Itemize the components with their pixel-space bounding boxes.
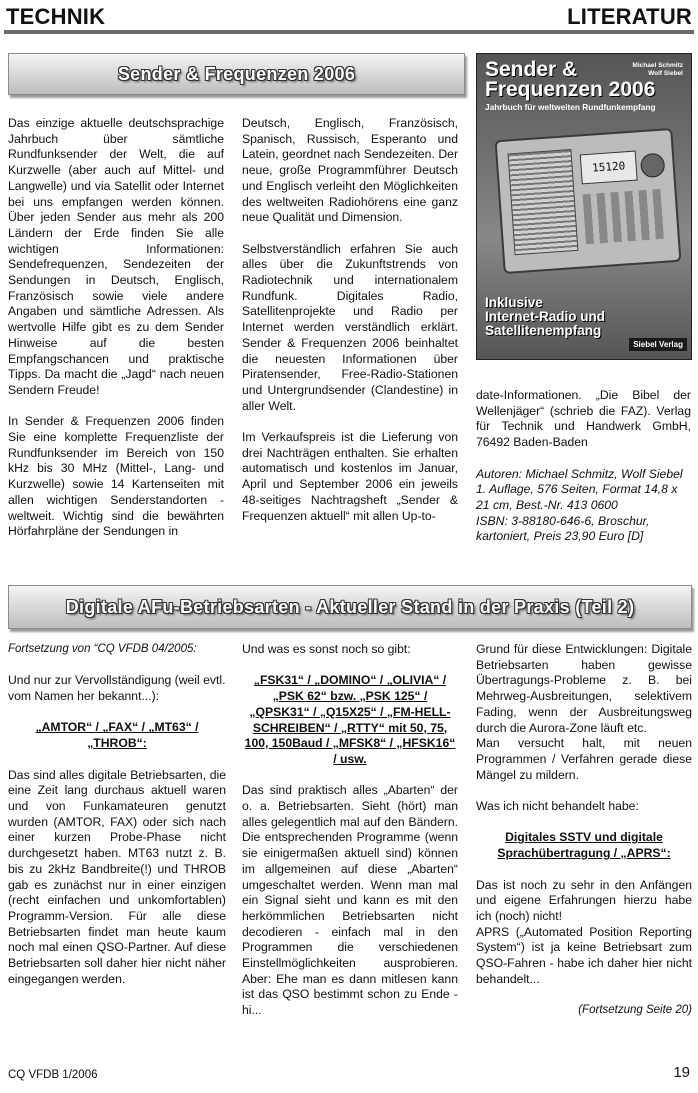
- article2-title: Digitale AFu-Betriebsarten - Aktueller Stand in der Praxis (Teil 2): [65, 596, 635, 617]
- cover-subtitle: Jahrbuch für weltweiten Rundfunkempfang: [485, 102, 656, 112]
- paragraph: APRS („Automated Position Reporting System“) ist ja keine Betriebsart zum QSO-Fahren - habe ich daher hier nicht behandelt...: [476, 924, 692, 986]
- radio-display: 15120: [580, 151, 638, 185]
- publisher-logo: Siebel Verlag: [629, 338, 687, 351]
- subheading: Digitales SSTV und digitale Sprachübertragung / „APRS“:: [497, 830, 671, 861]
- book-edition: 1. Auflage, 576 Seiten, Format 14,8 x 21 cm, Best.-Nr. 413 0600: [476, 482, 678, 512]
- paragraph: Das sind alles digitale Betriebsarten, die eine Zeit lang durchaus aktuell waren und von Funkamateuren genutzt wurden (AMTOR, FAX) oder sich nach einer kurzen Probe-Phase nicht durchgesetzt haben. MT63 nutzt z. B. bis zu 2kHz Bandbreite(!) und THROB gab es zunächst nur in einer einzigen (recht einfachen und unkomfortablen) Programm-Version. Für alle diese Betriebsarten findet man heute kaum noch mal einen QSO-Partner. Auf diese Betriebsarten soll daher hier nicht näher eingegangen werden.: [8, 767, 226, 986]
- book-authors: Autoren: Michael Schmitz, Wolf Siebel: [476, 466, 683, 481]
- paragraph: Was ich nicht behandelt habe:: [476, 799, 639, 814]
- article2-column-2: [242, 642, 458, 1035]
- paragraph: Das ist noch zu sehr in den Anfängen und eigene Erfahrungen hierzu habe ich (noch) nicht!: [476, 877, 692, 923]
- cover-inclusive-note: Inklusive Internet-Radio und Satellitenempfang: [485, 295, 605, 338]
- article2-title-banner: [8, 585, 692, 629]
- article2-column-1: [8, 642, 226, 1003]
- page-number: 19: [673, 1064, 690, 1081]
- paragraph: Selbstverständlich erfahren Sie auch alles über die Zukunftstrends von Radiotechnik und internationalem Rundfunk. Digitales Radio, Satellitenprojekte und Radio per Internet werden verständlich erklärt. Sender & Frequenzen 2006 beinhaltet die neuesten Informationen über Piratensender, Free-Radio-Stationen und Untergrundsender (Clandestine) in aller Welt.: [242, 241, 458, 413]
- section-label-technik: TECHNIK: [6, 4, 106, 29]
- radio-illustration: [495, 128, 682, 274]
- article1-column-3: [476, 388, 691, 545]
- paragraph: Man versucht halt, mit neuen Programmen / Verfahren gerade diese Mängel zu mildern.: [476, 736, 692, 782]
- speaker-grille: [507, 149, 578, 255]
- footer-issue: CQ VFDB 1/2006: [8, 1069, 98, 1081]
- header-rule: [4, 30, 694, 34]
- paragraph: Im Verkaufspreis ist die Lieferung von drei Nachträgen enthalten. Sie erhalten automatisch und kostenlos im Januar, April und September 2006 ein jeweils 48-seitiges Nachtragsheft „Sender & Frequenzen aktuell“ mit allen Up-to-: [242, 430, 458, 523]
- paragraph: In Sender & Frequenzen 2006 finden Sie eine komplette Frequenzliste der Rundfunksender im Bereich von 150 kHz bis 30 MHz (Mittel-, Lang- und Kurzwelle) sowie 14 Kartenseiten mit allen wichtigen Senderstandorten - weltweit. Wichtig sind die bewährten Hörfahrpläne der Sendungen in: [8, 414, 224, 539]
- continuation-note: (Fortsetzung Seite 20): [578, 1004, 692, 1017]
- continuation-note: Fortsetzung von “CQ VFDB 04/2005:: [8, 643, 197, 655]
- subheading: „AMTOR“ / „FAX“ / „MT63“ / „THROB“:: [35, 720, 199, 751]
- paragraph: Das sind praktisch alles „Abarten“ der o. a. Betriebsarten. Sieht (hört) man alles gelegentlich mal auf den Bändern. Die entsprechenden Programme (wenn sie einigermaßen aktuell sind) können im allgemeinen auf diese „Abarten“ umgeschaltet werden. Wenn man mal ein Signal sieht und kann es mit den herkömmlichen Betriebsarten nicht decodieren - einfach mal in den Programmen die verschiedenen Einstellmöglichkeiten ausprobieren. Aber: Ehe man es dann mitlesen kann ist das QSO bestimmt schon zu Ende - hi...: [242, 783, 458, 1018]
- radio-keypad: [583, 189, 666, 244]
- article1-title-banner: [8, 53, 465, 95]
- paragraph: Und nur zur Vervollständigung (weil evtl. vom Namen her bekannt...):: [8, 673, 226, 704]
- paragraph: Und was es sonst noch so gibt:: [242, 642, 411, 656]
- paragraph: Das einzige aktuelle deutschsprachige Jahrbuch über sämtliche Rundfunksender der Welt, die auf Kurzwelle (aber auch auf Mittel- und Langwelle) und via Satellit oder Internet bei uns empfangen werden können. Über jeden Sender aus mehr als 200 Ländern der Erde finden Sie alle wichtigen Informationen: Sendefrequenzen, Sendezeiten der Sendungen in Deutsch, Englisch, Französisch sowie viele andere Angaben und sämtliche Adressen. Als wertvolle Hilfe gibt es zu dem Sender Hinweise auf die besten Empfangschancen und praktische Tipps. Da macht die „Jagd“ nach neuen Sendern Freude!: [8, 116, 224, 397]
- book-isbn-price: ISBN: 3-88180-646-6, Broschur, kartoniert, Preis 23,90 Euro [D]: [476, 513, 650, 544]
- article2-column-3: [476, 642, 692, 1035]
- cover-title: Sender & Frequenzen 2006: [485, 58, 656, 101]
- tuning-knob: [640, 153, 666, 179]
- subheading: „FSK31“ / „DOMINO“ / „OLIVIA“ / „PSK 62“ bzw. „PSK 125“ / „QPSK31“ / „Q15X25“ / „FM-HELL-SCHREIBEN“ / „RTTY“ mit 50, 75, 100, 150Baud / „MFSK8“ / „HFSK16“ / usw.: [244, 673, 456, 766]
- article1-column-2: [242, 116, 458, 540]
- paragraph: Grund für diese Entwicklungen: Digitale Betriebsarten haben gewisse Übertragungs-Probleme z. B. bei Mehrweg-Ausbreitungen, selektivem Fading, wenn der Ausbreitungsweg durch die Aurora-Zone läuft etc.: [476, 642, 692, 735]
- article1-column-1: [8, 116, 224, 556]
- section-label-literatur: LITERATUR: [567, 4, 692, 29]
- paragraph: date-Informationen. „Die Bibel der Wellenjäger“ (schrieb die FAZ). Verlag für Technik und Handwerk GmbH, 76492 Baden-Baden: [476, 388, 691, 450]
- paragraph: Deutsch, Englisch, Französisch, Spanisch, Russisch, Esperanto und Latein, geordnet nach Sendezeiten. Der neue, große Programmführer Deutsch und Englisch verleiht den Möglichkeiten des weltweiten Radiohörens eine ganz neue Qualität und Dimension.: [242, 116, 458, 225]
- article1-title: Sender & Frequenzen 2006: [117, 63, 356, 84]
- cover-authors: Michael Schmitz Wolf Siebel: [632, 62, 683, 77]
- book-cover-image: [476, 53, 692, 360]
